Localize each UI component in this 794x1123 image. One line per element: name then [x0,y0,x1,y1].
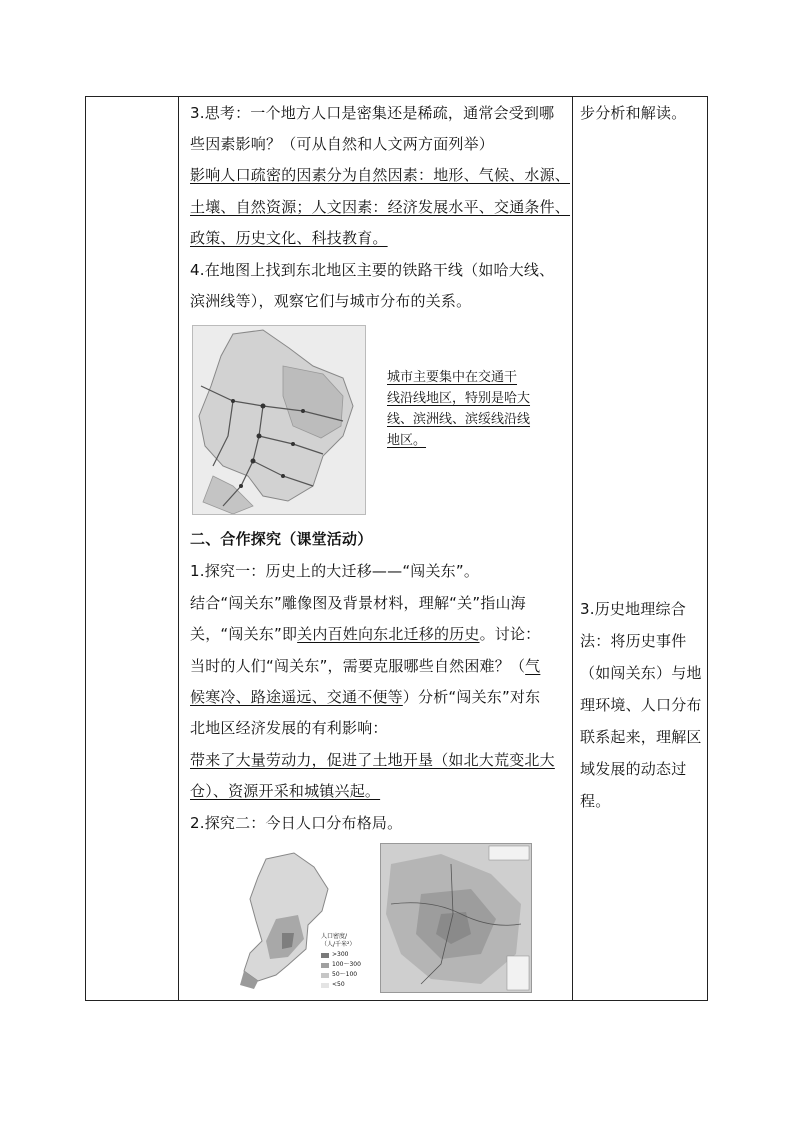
northeast-railway-map [192,325,366,515]
method-line2: 法：将历史事件 [580,632,687,650]
question-3-line2: 些因素影响？（可从自然和人文两方面列举） [190,135,495,153]
legend-swatch [321,973,329,978]
question-3-line1: 3.思考：一个地方人口是密集还是稀疏，通常会受到哪 [190,104,555,122]
map-caption-line3: 线、滨洲线、滨绥线沿线 [387,412,531,427]
northeast-topographic-map [380,843,532,993]
legend-swatch [321,963,329,968]
lesson-table [85,96,708,1001]
method-line4: 理环境、人口分布 [580,696,702,714]
ex1-line3-answer: 气 [525,657,541,675]
density-legend [321,933,361,989]
answer-3-line1: 影响人口疏密的因素分为自然因素：地形、气候、水源、 [190,166,571,184]
question-4-line2: 滨洲线等），观察它们与城市分布的关系。 [190,292,472,310]
map-caption-line1: 城市主要集中在交通干 [387,370,518,385]
ex1-line2-part1: 关，“闯关东”即 [190,625,298,643]
exploration-1-line1: 结合“闯关东”雕像图及背景材料，理解“关”指山海 [190,594,526,612]
right-top-text: 步分析和解读。 [580,104,687,122]
legend-label: <50 [332,981,345,988]
map-caption-line2: 线沿线地区，特别是哈大 [387,391,531,406]
ex1-line4-part2: ）分析“闯关东”对东 [402,688,541,706]
exploration-1-answer-line1: 带来了大量劳动力，促进了土地开垦（如北大荒变北大 [190,751,555,769]
exploration-1-line4 [190,685,540,709]
ex1-line2-part3: 。讨论： [479,625,541,643]
question-4-line1: 4.在地图上找到东北地区主要的铁路干线（如哈大线、 [190,261,555,279]
legend-item [321,951,361,959]
exploration-1-line2 [190,622,540,646]
section-2-title: 二、合作探究（课堂活动） [190,530,373,548]
map-caption-line4: 地区。 [387,433,427,448]
legend-swatch [321,953,329,958]
legend-label: >300 [332,951,349,958]
method-line1: 3.历史地理综合 [580,600,686,618]
method-line3: （如闯关东）与地 [580,664,702,682]
exploration-1-title: 1.探究一：历史上的大迁移——“闯关东”。 [190,562,480,580]
exploration-2-title: 2.探究二：今日人口分布格局。 [190,814,403,832]
legend-title-2: （人/千米²） [321,941,356,948]
legend-item [321,961,361,969]
answer-3-line2: 土壤、自然资源；人文因素：经济发展水平、交通条件、 [190,198,571,216]
legend-items [321,951,361,989]
legend-swatch [321,983,329,988]
legend-label: 100～300 [332,961,361,968]
legend-label: 50～100 [332,971,358,978]
exploration-1-answer-line2: 仓）、资源开采和城镇兴起。 [190,782,381,800]
method-line7: 程。 [580,792,611,810]
method-line6: 域发展的动态过 [580,760,687,778]
topographic-map-graphic [381,844,531,992]
railway-map-graphic [193,326,365,514]
legend-title-1: 人口密度/ [321,933,348,940]
method-line5: 联系起来，理解区 [580,728,702,746]
answer-3-line3: 政策、历史文化、科技教育。 [190,229,388,247]
ex1-line3-part1: 当时的人们“闯关东”，需要克服哪些自然困难？（ [190,657,526,675]
exploration-1-line3 [190,654,540,678]
ex1-line2-answer: 关内百姓向东北迁移的历史 [297,625,480,643]
legend-item [321,981,361,989]
legend-item [321,971,361,979]
column-divider-right [572,97,573,1000]
column-divider-left [178,97,179,1000]
ex1-line4-answer: 候寒冷、路途遥远、交通不便等 [190,688,403,706]
population-density-map [236,849,376,991]
exploration-1-line5: 北地区经济发展的有利影响： [190,719,388,737]
